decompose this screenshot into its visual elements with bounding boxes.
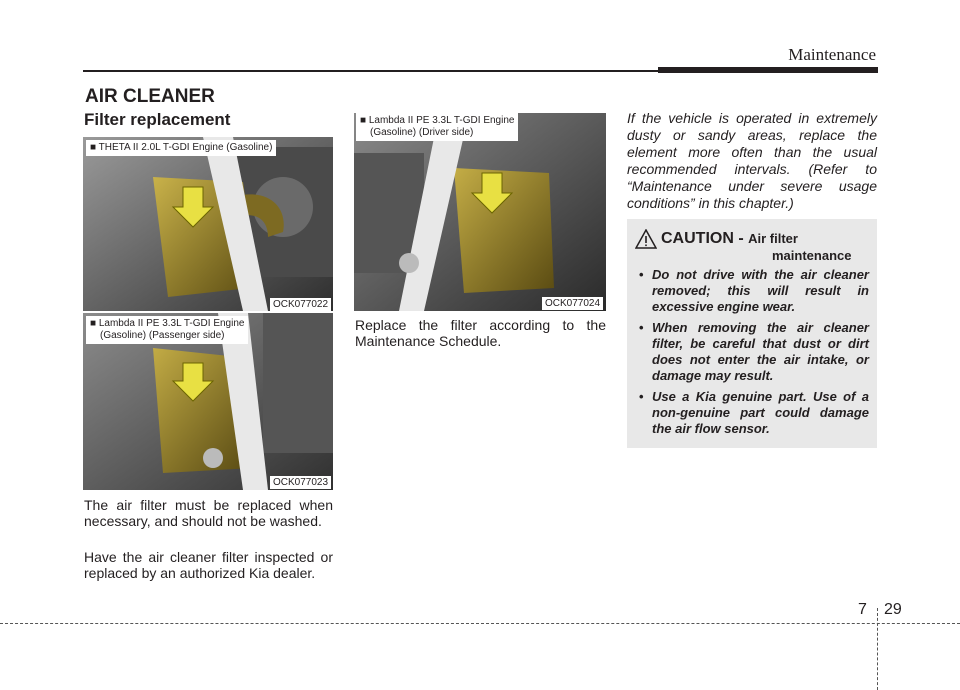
list-item: • When removing the air cleaner filter, be careful that dust or dirt does not enter the air intake, or damage may result. (639, 320, 869, 383)
engine-photo-lambda-driver (354, 113, 606, 311)
figure-caption (356, 113, 518, 141)
section-title: AIR CLEANER (85, 86, 215, 107)
paragraph: The air filter must be replaced when necessary, and should not be washed. (84, 497, 333, 529)
chapter-number: 7 (858, 601, 867, 618)
subsection-title: Filter replacement (84, 110, 231, 129)
figure-code: OCK077023 (270, 476, 331, 489)
page-number: 29 (884, 601, 902, 618)
figure-caption-line: (Gasoline) (Passenger side) (100, 330, 225, 341)
figure-caption (86, 316, 248, 344)
figure-caption: ■ THETA II 2.0L T-GDI Engine (Gasoline) (86, 140, 276, 156)
list-item-text: When removing the air cleaner filter, be careful that dust or dirt does not enter the air intake, or damage may result. (652, 320, 869, 383)
list-item-text: Do not drive with the air cleaner removed; this will result in excessive engine wear. (652, 267, 869, 314)
figure-caption-line: ■ Lambda II PE 3.3L T-GDI Engine (360, 115, 515, 126)
running-header: Maintenance (788, 45, 876, 64)
header-rule-accent (658, 67, 878, 73)
footer-divider (877, 608, 878, 690)
list-item-text: Use a Kia genuine part. Use of a non-genuine part could damage the air flow sensor. (652, 389, 869, 436)
figure-code: OCK077024 (542, 297, 603, 310)
warning-triangle-icon (635, 229, 657, 249)
footer-rule (0, 623, 960, 624)
paragraph: Replace the filter according to the Maintenance Schedule. (355, 317, 606, 349)
paragraph: Have the air cleaner filter inspected or replaced by an authorized Kia dealer. (84, 549, 333, 581)
caution-box (627, 219, 877, 448)
list-item: • Use a Kia genuine part. Use of a non-genuine part could damage the air flow sensor. (639, 389, 869, 436)
caution-label: CAUTION - (661, 230, 749, 247)
caution-subject: Air filter (748, 231, 798, 246)
list-item: • Do not drive with the air cleaner removed; this will result in excessive engine wear. (639, 267, 869, 314)
figure-code: OCK077022 (270, 298, 331, 311)
figure-caption-line: (Gasoline) (Driver side) (370, 127, 474, 138)
caution-subject-line: maintenance (772, 248, 852, 263)
caution-list (637, 267, 869, 442)
engine-photo-theta (83, 137, 333, 311)
figure-caption-line: ■ Lambda II PE 3.3L T-GDI Engine (90, 318, 245, 329)
caution-heading (661, 230, 798, 248)
note-paragraph: If the vehicle is operated in extremely dusty or sandy areas, replace the element more often than the usual recommended intervals. (Refer to “Maintenance under severe usage conditions” in this chapter.) (627, 110, 877, 211)
